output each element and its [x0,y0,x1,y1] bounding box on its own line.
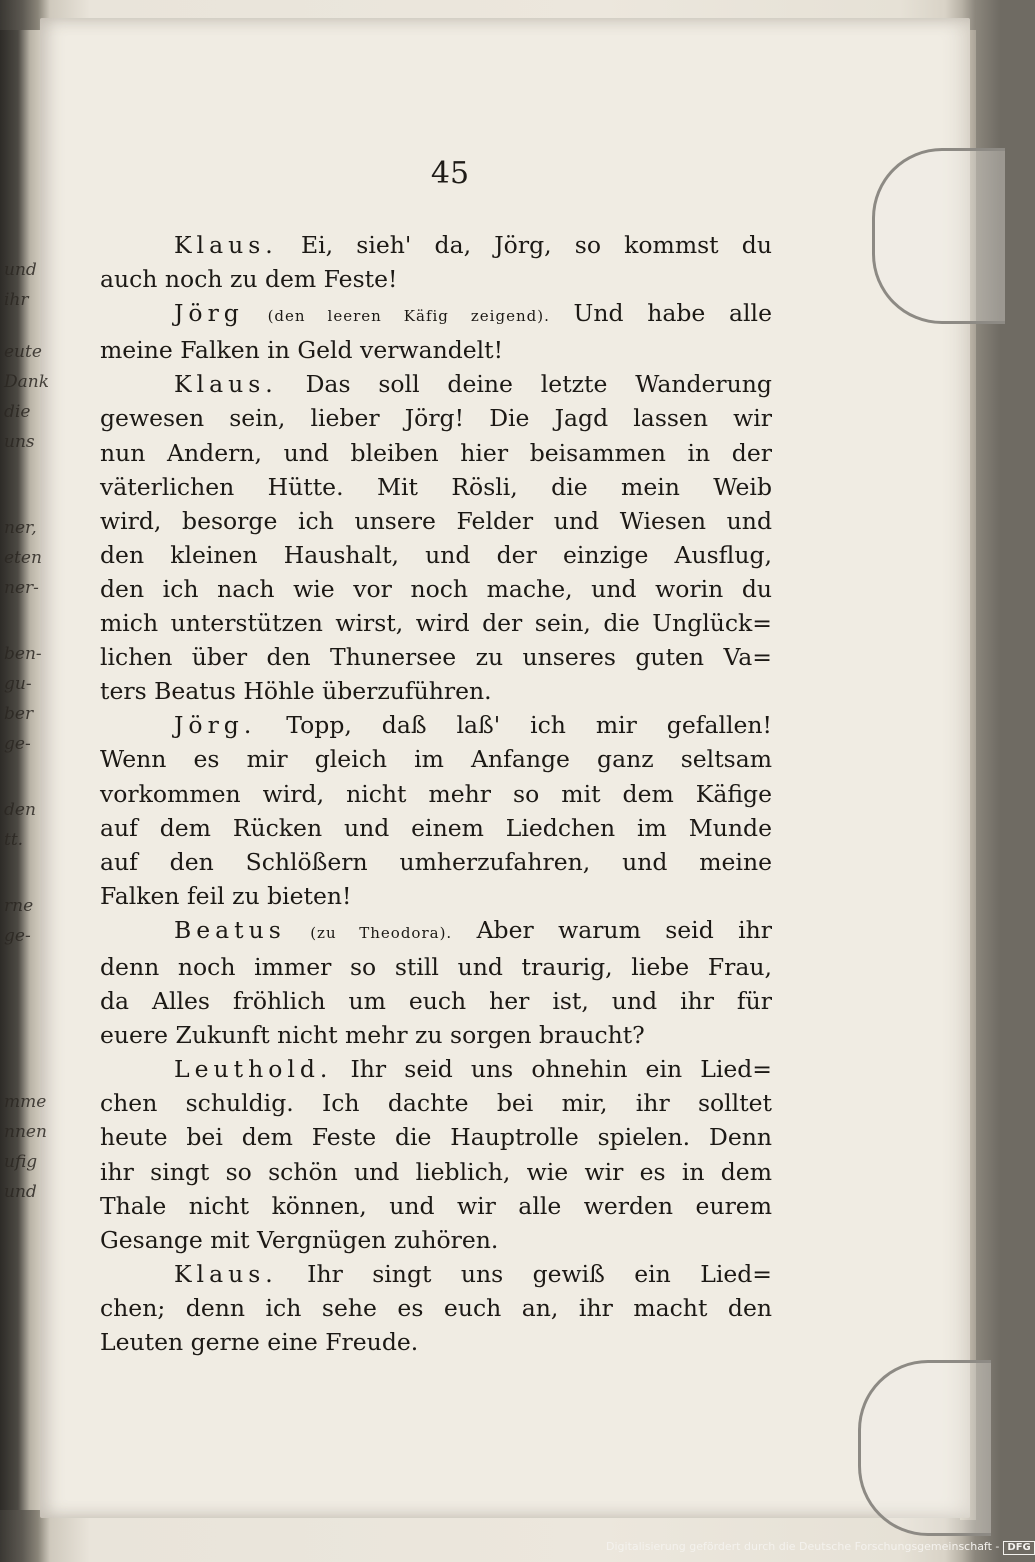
line-text: väterlichen Hütte. Mit Rösli, die mein Weib [100,472,772,501]
line-text: Das soll deine letzte Wanderung [305,370,772,399]
speaker-name: Klaus. [174,231,278,259]
text-line [100,538,772,572]
line-text: gewesen sein, lieber Jörg! Die Jagd lassen wir [100,404,772,433]
dfg-logo: DFG [1003,1541,1034,1555]
line-text: Ihr singt uns gewiß ein Lied= [307,1259,772,1288]
line-text: lichen über den Thunersee zu unseres guten Va= [100,643,772,672]
bleed-fragment: mme [4,1092,47,1112]
bleed-fragment: ufig [4,1152,38,1172]
line-text: den kleinen Haushalt, und der einzige Ausflug, [100,540,772,569]
text-line [100,333,772,367]
line-text: mich unterstützen wirst, wird der sein, die Unglück= [100,609,772,638]
speaker-name: Klaus. [174,1259,278,1288]
text-line [100,1120,772,1154]
line-text: Wenn es mir gleich im Anfange ganz seltsam [100,745,772,774]
text-line [100,1086,772,1120]
line-text: nun Andern, und bleiben hier beisammen in der [100,438,772,467]
bleed-fragment: ner- [4,578,39,598]
line-text: meine Falken in Geld verwandelt! [100,336,504,365]
bleed-fragment: ge- [4,926,31,946]
bleed-fragment: ben- [4,644,42,664]
stage-direction: (den leeren Käfig zeigend). [267,307,550,326]
text-line [100,674,772,708]
bleed-fragment: ner, [4,518,37,538]
bleed-fragment: die [4,402,31,422]
line-text: Thale nicht können, und wir alle werden eurem [100,1191,772,1220]
text-line [100,367,772,401]
line-text: da Alles fröhlich um euch her ist, und ihr für [100,987,772,1016]
text-line [100,879,772,913]
line-text: euere Zukunft nicht mehr zu sorgen braucht? [100,1021,645,1050]
stage-direction: (zu Theodora). [310,923,453,942]
line-text: Topp, daß laß' ich mir gefallen! [286,711,772,740]
line-text: chen schuldig. Ich dachte bei mir, ihr solltet [100,1089,772,1118]
bleed-fragment: uns [4,432,35,452]
text-line [100,1291,772,1325]
text-line [100,572,772,606]
text-line [100,1052,772,1086]
text-line [100,228,772,262]
bleed-fragment: ihr [4,290,29,310]
bleed-fragment: und [4,1182,37,1202]
speaker-name: Jörg. [174,711,257,740]
text-line [100,1018,772,1052]
speaker-name: Jörg [174,299,244,328]
line-text: denn noch immer so still und traurig, liebe Frau, [100,952,772,981]
bleed-fragment: rne [4,896,34,916]
bleed-fragment: und [4,260,37,280]
bleed-fragment: ber [4,704,34,724]
text-line [100,401,772,435]
text-line [100,1325,772,1359]
bleed-fragment: ge- [4,734,31,754]
text-line [100,708,772,742]
bleed-fragment: eute [4,342,42,362]
bleed-fragment: nnen [4,1122,47,1142]
line-text: auf den Schlößern umherzufahren, und meine [100,847,772,876]
text-line [100,777,772,811]
text-line [100,742,772,776]
speaker-name: Beatus [174,915,286,944]
text-line [100,296,772,333]
text-line [100,436,772,470]
line-text: Ihr seid uns ohnehin ein Lied= [350,1055,772,1084]
text-line [100,262,772,296]
line-text: Und habe alle [573,299,772,328]
line-text: heute bei dem Feste die Hauptrolle spielen. Denn [100,1123,772,1152]
book-clamp-bottom [858,1360,991,1536]
page-number: 45 [430,156,470,191]
line-text: vorkommen wird, nicht mehr so mit dem Käfige [100,779,772,808]
bleed-fragment: gu- [4,674,32,694]
text-line [100,984,772,1018]
facing-page-bleed [4,255,49,1207]
text-line [100,1189,772,1223]
bleed-fragment: tt. [4,830,24,850]
text-line [100,950,772,984]
text-line [100,811,772,845]
bleed-fragment: den [4,800,36,820]
text-line [100,1223,772,1257]
credit-text: Digitalisierung gefördert durch die Deutsche Forschungsgemeinschaft - [606,1540,1000,1553]
text-line [100,845,772,879]
text-line [100,504,772,538]
text-line [100,1155,772,1189]
line-text: auch noch zu dem Feste! [100,265,398,294]
bleed-fragment: Dank [4,372,50,392]
text-line [100,606,772,640]
text-line [100,640,772,674]
line-text: Ei, sieh' da, Jörg, so kommst du [300,231,772,259]
line-text: Aber warum seid ihr [476,915,772,944]
bleed-fragment: eten [4,548,42,568]
line-text: auf dem Rücken und einem Liedchen im Munde [100,813,772,842]
page-text [100,228,772,1359]
line-text: ihr singt so schön und lieblich, wie wir es in dem [100,1157,772,1186]
line-text: Gesange mit Vergnügen zuhören. [100,1225,499,1254]
text-line [100,1257,772,1291]
line-text: Falken feil zu bieten! [100,881,352,910]
text-line [100,913,772,950]
line-text: Leuten gerne eine Freude. [100,1328,419,1356]
text-line [100,470,772,504]
book-clamp-top [872,148,1005,324]
line-text: chen; denn ich sehe es euch an, ihr macht den [100,1293,772,1322]
line-text: ters Beatus Höhle überzuführen. [100,677,492,706]
line-text: den ich nach wie vor noch mache, und worin du [100,574,772,603]
line-text: wird, besorge ich unsere Felder und Wiesen und [100,506,772,535]
speaker-name: Leuthold. [174,1055,333,1084]
digitization-credit [606,1540,1035,1555]
speaker-name: Klaus. [174,370,278,399]
